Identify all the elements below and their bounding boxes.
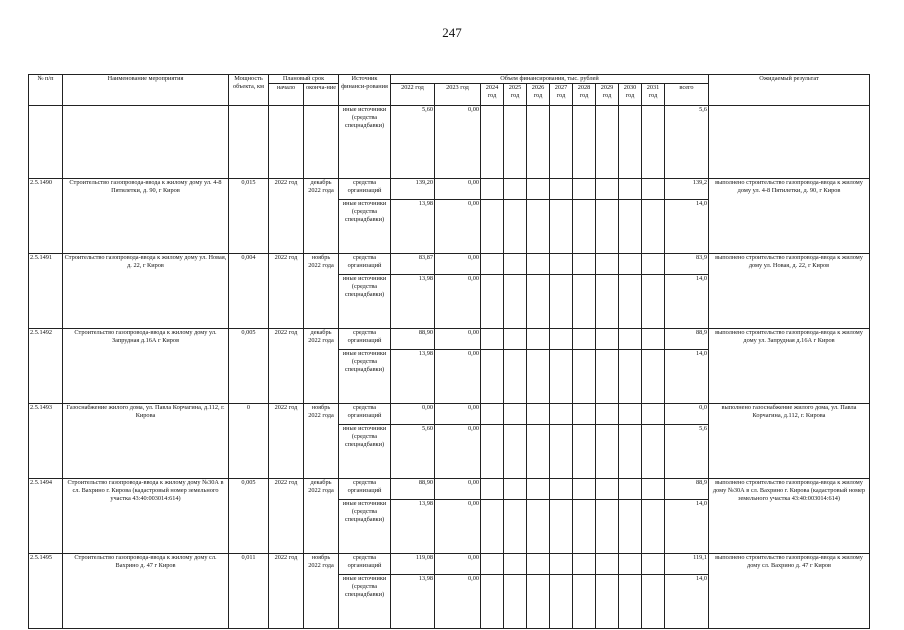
row-start: 2022 год [269,479,304,554]
value-2022: 13,98 [391,350,435,404]
header-year: 2031 год [642,84,665,106]
value-2022: 13,98 [391,575,435,629]
row-name: Строительство газопровода-ввода к жилому дому сл. Вахрино д. 47 г Киров [63,554,229,629]
row-result: выполнено строительство газопровода-ввода к жилому дому сл. Вахрино д. 47 г Киров [709,554,870,629]
value-2022: 13,98 [391,200,435,254]
row-capacity: 0,005 [229,329,269,404]
row-name: Строительство газопровода-ввода к жилому дому ул. Новая, д. 22, г Киров [63,254,229,329]
row-end: декабрь 2022 года [304,329,339,404]
row-start: 2022 год [269,254,304,329]
source-cell: иные источники (средства спецнадбавки) [339,106,391,179]
source-cell: иные источники (средства спецнадбавки) [339,575,391,629]
header-total: всего [665,84,709,106]
table-row [29,404,870,425]
row-result: выполнено строительство газопровода-ввода к жилому дому №30А в сл. Вахрино г. Кирова (кадастровый номер земельного участка 43:40:003014:614) [709,479,870,554]
row-num: 2.5.1491 [29,254,63,329]
table-row [29,179,870,200]
value-2022: 88,90 [391,479,435,500]
row-num: 2.5.1493 [29,404,63,479]
source-cell: средства организаций [339,479,391,500]
row-capacity: 0,011 [229,554,269,629]
row-name: Газоснабжение жилого дома, ул. Павла Корчагина, д.112, г. Кирова [63,404,229,479]
header-name: Наименование мероприятия [63,75,229,106]
value-2022: 5,60 [391,106,435,179]
value-total: 119,1 [665,554,709,575]
value-2023: 0,00 [435,200,481,254]
value-2023: 0,00 [435,425,481,479]
value-2023: 0,00 [435,575,481,629]
source-cell: иные источники (средства спецнадбавки) [339,500,391,554]
value-total: 88,9 [665,329,709,350]
page-number: 247 [442,25,462,40]
source-cell: иные источники (средства спецнадбавки) [339,350,391,404]
table-row [29,106,870,179]
source-cell: средства организаций [339,554,391,575]
header-year: 2030 год [619,84,642,106]
row-result: выполнено строительство газопровода-ввода к жилому дому ул. Запрудная д.16А г Киров [709,329,870,404]
row-result: выполнено строительство газопровода-ввода к жилому дому ул. Новая, д. 22, г Киров [709,254,870,329]
header-year: 2028 год [573,84,596,106]
header-result: Ожидаемый результат [709,75,870,106]
header-year: 2023 год [435,84,481,106]
value-2022: 83,87 [391,254,435,275]
row-start: 2022 год [269,329,304,404]
header-year: 2022 год [391,84,435,106]
source-cell: иные источники (средства спецнадбавки) [339,200,391,254]
value-total: 88,9 [665,479,709,500]
table-row [29,554,870,575]
value-2022: 88,90 [391,329,435,350]
value-2022: 5,60 [391,425,435,479]
value-2023: 0,00 [435,500,481,554]
row-result: выполнено газоснабжение жилого дома, ул. Павла Корчагина, д.112, г. Кирова [709,404,870,479]
row-capacity: 0,004 [229,254,269,329]
value-total: 5,6 [665,106,709,179]
value-2023: 0,00 [435,554,481,575]
value-2022: 13,98 [391,500,435,554]
value-total: 14,0 [665,500,709,554]
row-capacity: 0,005 [229,479,269,554]
row-start: 2022 год [269,179,304,254]
row-capacity: 0 [229,404,269,479]
header-capacity: Мощность объекта, км [229,75,269,106]
value-total: 14,0 [665,575,709,629]
value-2023: 0,00 [435,350,481,404]
value-total: 14,0 [665,275,709,329]
value-2023: 0,00 [435,329,481,350]
value-total: 0,0 [665,404,709,425]
row-num: 2.5.1490 [29,179,63,254]
header-volume: Объем финансирования, тыс. рублей [391,75,709,84]
row-end: ноябрь 2022 года [304,404,339,479]
row-num: 2.5.1494 [29,479,63,554]
header-source: Источник финанси-рования [339,75,391,106]
value-2023: 0,00 [435,275,481,329]
value-total: 83,9 [665,254,709,275]
row-end: декабрь 2022 года [304,179,339,254]
source-cell: средства организаций [339,254,391,275]
row-num: 2.5.1495 [29,554,63,629]
source-cell: средства организаций [339,404,391,425]
row-name: Строительство газопровода-ввода к жилому дому ул. 4-8 Пятилетки, д. 90, г Киров [63,179,229,254]
row-start: 2022 год [269,554,304,629]
value-2022: 0,00 [391,404,435,425]
header-year: 2024 год [481,84,504,106]
header-term: Плановый срок [269,75,339,84]
header-year: 2026 год [527,84,550,106]
row-end: декабрь 2022 года [304,479,339,554]
table-row [29,254,870,275]
value-total: 139,2 [665,179,709,200]
value-2023: 0,00 [435,479,481,500]
header-year: 2029 год [596,84,619,106]
source-cell: средства организаций [339,179,391,200]
value-total: 5,6 [665,425,709,479]
header-num: № п/п [29,75,63,106]
row-name: Строительство газопровода-ввода к жилому дому №30А в сл. Вахрино г. Кирова (кадастровый номер земельного участка 43:40:003014:614) [63,479,229,554]
value-2023: 0,00 [435,106,481,179]
row-end: ноябрь 2022 года [304,254,339,329]
value-total: 14,0 [665,350,709,404]
header-year: 2027 год [550,84,573,106]
header-term-start: начало [269,84,304,106]
value-2022: 139,20 [391,179,435,200]
table-row [29,479,870,500]
source-cell: иные источники (средства спецнадбавки) [339,425,391,479]
value-2023: 0,00 [435,179,481,200]
source-cell: средства организаций [339,329,391,350]
value-total: 14,0 [665,200,709,254]
row-capacity: 0,015 [229,179,269,254]
row-name: Строительство газопровода-ввода к жилому дому ул. Запрудная д.16А г Киров [63,329,229,404]
row-num: 2.5.1492 [29,329,63,404]
header-term-end: оконча-ние [304,84,339,106]
value-2023: 0,00 [435,404,481,425]
row-end: ноябрь 2022 года [304,554,339,629]
value-2022: 119,08 [391,554,435,575]
header-year: 2025 год [504,84,527,106]
value-2023: 0,00 [435,254,481,275]
value-2022: 13,98 [391,275,435,329]
row-result: выполнено строительство газопровода-ввода к жилому дому ул. 4-8 Пятилетки, д. 90, г Киров [709,179,870,254]
financing-table [28,74,870,629]
row-start: 2022 год [269,404,304,479]
table-row [29,329,870,350]
source-cell: иные источники (средства спецнадбавки) [339,275,391,329]
